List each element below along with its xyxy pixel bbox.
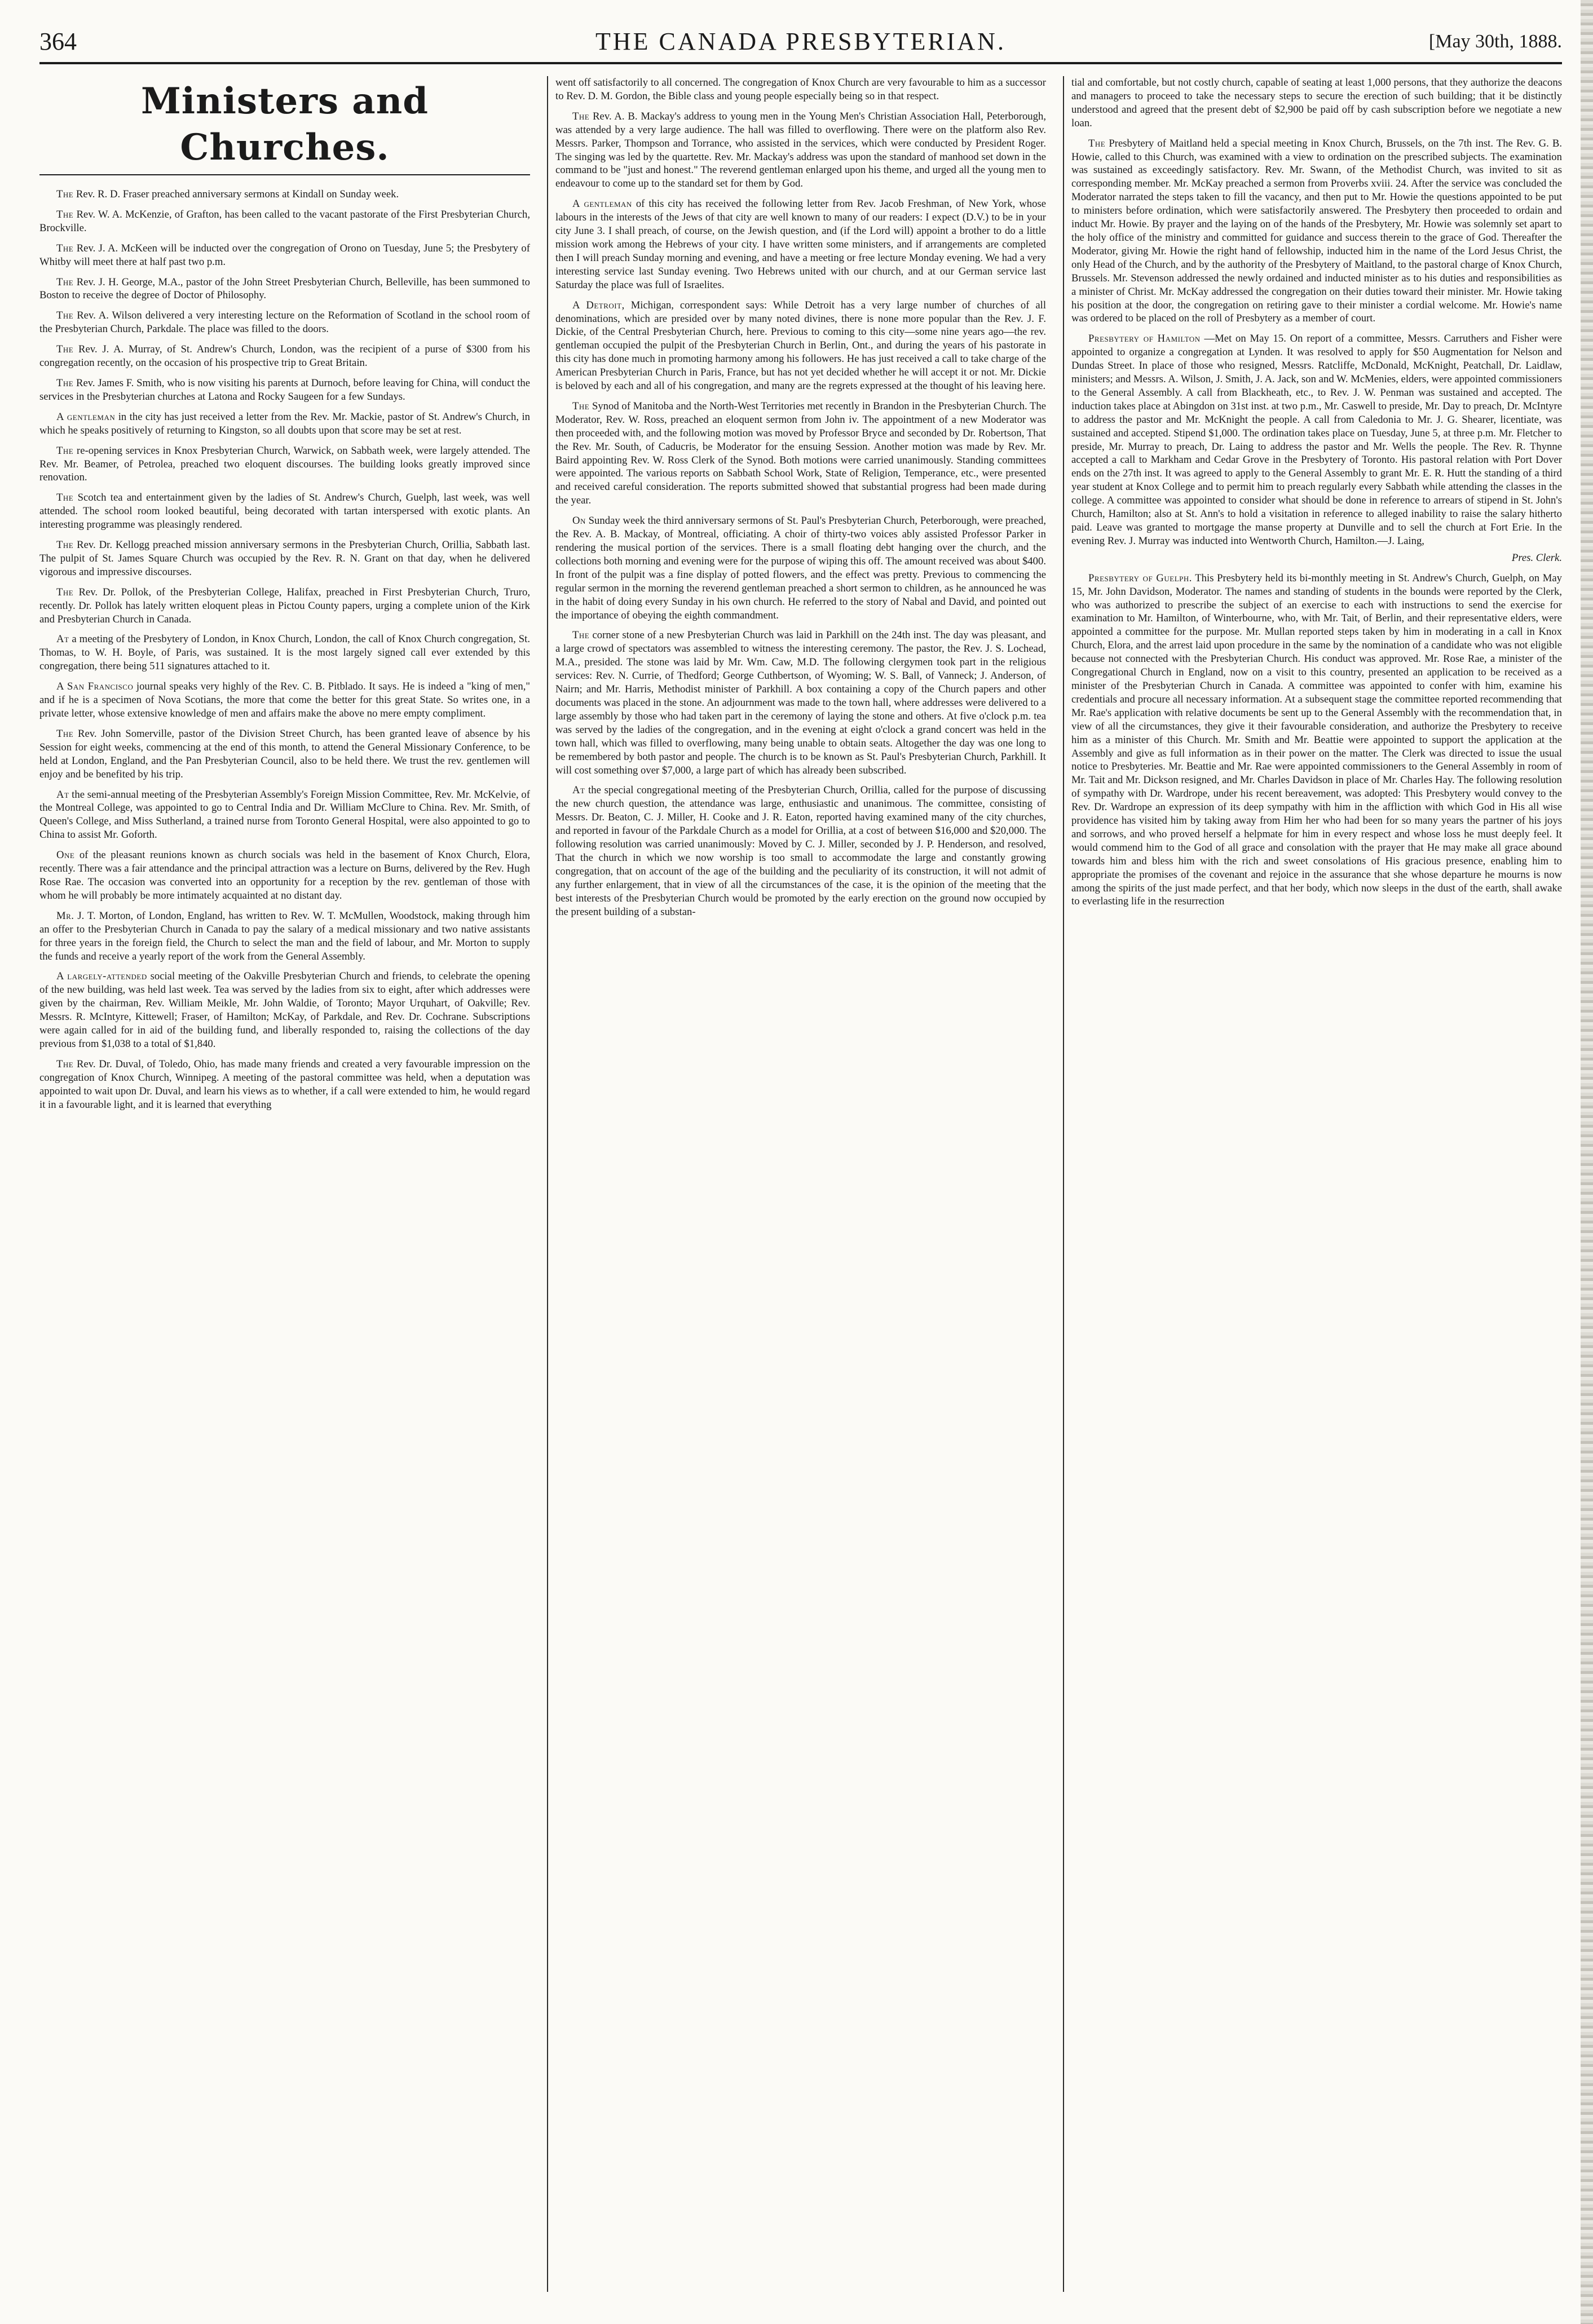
article-paragraph xyxy=(1071,551,1562,565)
paragraph-text: Pres. Clerk. xyxy=(1511,551,1562,564)
column-2 xyxy=(555,76,1046,2292)
paragraph-lead: At xyxy=(56,633,69,646)
paragraph-text: of this city has received the following letter from Rev. Jacob Freshman, of New York, whose labours in the interests of the Jews of that city are well known to many of our readers: I expect (D.V.) to be in your city June 3. I shall preach, of course, on the Jewish question, and (if the Lord will) appoint a brother to do a little mission work among the Hebrews of your city. I have written some ministers, and if arrangements are completed then I will preach Sunday morning and evening, and have a meeting or free lecture Monday evening. We had a very interesting service last Sunday evening. Two Hebrews united with our church, and at our German service last Saturday the place was full of Israelites. xyxy=(555,198,1046,291)
article-paragraph xyxy=(39,242,530,269)
paragraph-text: Rev. W. A. McKenzie, of Grafton, has been called to the vacant pastorate of the First Presbyterian Church, Brockville. xyxy=(39,208,530,234)
article-paragraph xyxy=(1071,76,1562,130)
paragraph-lead: The xyxy=(56,586,74,598)
paragraph-lead: At xyxy=(572,784,585,797)
paragraph-text: Rev. Dr. Duval, of Toledo, Ohio, has made many friends and created a very favourable impression on the congregation of Knox Church, Winnipeg. A meeting of the pastoral committee was held, when a deputation was appointed to wait upon Dr. Duval, and learn his views as to whether, if a call were extended to him, he would regard it in a favourable light, and it is learned that everything xyxy=(39,1058,530,1111)
paragraph-lead: The xyxy=(56,492,74,504)
paragraph-text: Michigan, correspondent says: While Detroit has a very large number of churches of all denominations, which are presided over by many noted divines, there is none more popular than the Rev. J. F. Dickie, of the Central Presbyterian Church, here. Previous to coming to this city—some nine years ago—the rev. gentleman occupied the pulpit of the Presbyterian Church in Berlin, Ont., and during the years of his pastorate in this city has done much in promoting harmony among his followers. He has just received a call to take charge of the American Presbyterian Church in Paris, France, but has not yet decided whether he will accept it or not. Mr. Dickie is beloved by each and all of his congregation, and many are the regrets expressed at the thought of his leaving here. xyxy=(555,299,1046,392)
paragraph-text: Scotch tea and entertainment given by the ladies of St. Andrew's Church, Guelph, last week, was well attended. The school room looked beautiful, being decorated with tartan interspersed with exotic plants. An interesting programme was pleasingly rendered. xyxy=(39,492,530,531)
paragraph-lead: The xyxy=(56,539,74,551)
paragraph-lead: The xyxy=(1088,137,1106,149)
paragraph-lead: A San Francisco xyxy=(56,681,134,693)
paragraph-lead: The xyxy=(56,444,74,457)
article-paragraph xyxy=(39,970,530,1050)
paragraph-lead: A largely-attended xyxy=(56,970,147,983)
paragraph-text: Rev. Dr. Pollok, of the Presbyterian College, Halifax, preached in First Presbyterian Church, Truro, recently. Dr. Pollok has lately written eloquent pleas in Pictou County papers, urging a complete union of the Kirk and Presbyterian Church in Canada. xyxy=(39,586,530,625)
article-paragraph xyxy=(39,538,530,579)
paragraph-text: journal speaks very highly of the Rev. C. B. Pitblado. It says. He is indeed a "king of men," and if he is a specimen of Nova Scotians, the more that come the better for this great State. So writes one, in a private letter, whose extensive knowledge of men and affairs make the above no mere empty compliment. xyxy=(39,681,530,719)
paragraph-text: the special congregational meeting of the Presbyterian Church, Orillia, called for the purpose of discussing the new church question, the attendance was large, enthusiastic and unanimous. The committee, consisting of Messrs. Dr. Beaton, C. J. Miller, H. Cooke and J. R. Eaton, reported having examined many of the city churches, and reported in favour of the Parkdale Church as a model for Orillia, at a cost of between $16,000 and $20,000. The following resolution was carried unanimously: Moved by C. J. Miller, seconded by J. P. Henderson, and resolved, That the church in which we now worship is too small to accommodate the large and constantly growing congregation, that on account of the age of the building and the peculiarity of its construction, it will not admit of any further enlargement, that in view of all the circumstances of the case, it is the opinion of the meeting that the best interests of the Presbyterian Church would be promoted by the early erection on the ground now occupied by the present building of a substan- xyxy=(555,784,1046,918)
article-paragraph xyxy=(39,586,530,626)
article-paragraph xyxy=(555,110,1046,191)
paragraph-lead: The xyxy=(572,400,590,412)
paragraph-text: Presbytery of Maitland held a special meeting in Knox Church, Brussels, on the 7th inst. The Rev. G. B. Howie, called to this Church, was examined with a view to ordination on the prescribed subjects. The examination was sustained as exceedingly satisfactory. Rev. Mr. Swann, of the Methodist Church, was invited to sit as corresponding member. Mr. McKay preached a sermon from Proverbs xviii. 24. After the service was concluded the Moderator narrated the steps taken to fill the vacancy, and then put to Mr. Howie the questions appointed to be put to ministers before ordination, which were satisfactorily answered. The Presbytery then proceeded to ordain and induct Mr. Howie. By prayer and the laying on of the hands of the Presbytery, Mr. Howie was solemnly set apart to the holy office of the ministry and committed for guidance and success therein to the grace of God. Thereafter the Moderator, giving Mr. Howie the right hand of fellowship, inducted him in the name of the Lord Jesus Christ, the only Head of the Church, and by the authority of the Presbytery of Maitland, to the pastoral charge of Knox Church, Brussels. Mr. Stevenson addressed the newly ordained and inducted minister as to his duties and responsibilities as a minister of Christ. Mr. McKay addressed the congregation on their duties toward their minister. Mr. Howie taking his position at the door, the congregation on retiring gave to their minister a cordial welcome. Mr. Howie's name was ordered to be placed on the roll of Presbytery as a member of court. xyxy=(1071,137,1562,325)
article-paragraph xyxy=(1071,572,1562,909)
paragraph-text: Rev. A. B. Mackay's address to young men in the Young Men's Christian Association Hall, Peterborough, was attended by a very large audience. The hall was filled to overflowing. There were on the platform also Rev. Messrs. Parker, Thompson and Torrance, who assisted in the services, which were conducted by President Roger. The singing was led by the quartette. Rev. Mr. Mackay's address was upon the standard of manhood set down in the command to be "just and honest." The reverend gentleman enlarged upon his theme, and urged all the young men to endeavour to come up to the standard set for them by God. xyxy=(555,110,1046,190)
paragraph-text: Rev. James F. Smith, who is now visiting his parents at Durnoch, before leaving for China, will conduct the services in the Presbyterian churches at Latona and Rocky Saugeen for a few Sundays. xyxy=(39,377,530,403)
paragraph-text: tial and comfortable, but not costly church, capable of seating at least 1,000 persons, that they authorize the deacons and managers to proceed to take the necessary steps to secure the erection of such building; that it be distinctly understood and agreed that the present debt of $2,900 be paid off by cash subscription before we negotiate a new loan. xyxy=(1071,77,1562,129)
paragraph-lead: Presbytery of Hamilton xyxy=(1088,333,1201,345)
paragraph-text: Rev. J. A. Murray, of St. Andrew's Church, London, was the recipient of a purse of $300 from his congregation recently, on the occasion of his prospective trip to Great Britain. xyxy=(39,343,530,369)
scan-edge-artifact xyxy=(1581,0,1593,2324)
paragraph-lead: The xyxy=(56,242,74,254)
article-paragraph xyxy=(555,76,1046,103)
article-paragraph xyxy=(555,629,1046,777)
column-rule xyxy=(547,76,548,2292)
paragraph-text: a meeting of the Presbytery of London, in Knox Church, London, the call of Knox Church congregation, St. Thomas, to W. H. Boyle, of Paris, was sustained. It is the most largely signed call ever extended by this congregation, there being 511 signatures attached to it. xyxy=(39,633,530,673)
paragraph-lead: The xyxy=(56,276,74,288)
paragraph-lead: Presbytery of Guelph. xyxy=(1088,572,1192,584)
paragraph-text: Rev. John Somerville, pastor of the Division Street Church, has been granted leave of absence by his Session for eight weeks, commencing at the end of this month, to attend the General Missionary Conference, to be held at London, England, and the Pan Presbyterian Council, also to be held there. We trust the rev. gentlemen will enjoy and be benefited by his trip. xyxy=(39,727,530,780)
article-paragraph xyxy=(39,491,530,532)
article-paragraph xyxy=(39,633,530,673)
article-paragraph xyxy=(39,909,530,964)
issue-date: [May 30th, 1888. xyxy=(1428,31,1562,52)
article-paragraph xyxy=(39,410,530,438)
paragraph-lead: The xyxy=(56,208,74,220)
paragraph-lead: A gentleman xyxy=(572,198,632,210)
article-paragraph xyxy=(1071,137,1562,326)
column-1 xyxy=(39,76,530,2292)
paragraph-lead: The xyxy=(572,629,590,642)
paragraph-lead: At xyxy=(56,788,69,801)
paragraph-text: Sunday week the third anniversary sermons of St. Paul's Presbyterian Church, Peterborough, were preached, the Rev. A. B. Mackay, of Montreal, officiating. A choir of thirty-two voices ably assisted Professor Parker in rendering the musical portion of the services. There is a small floating debt hanging over the church, and the collections both morning and evening were for the purpose of wiping this off. The amount received was about $400. In front of the pulpit was a fine display of potted flowers, and the effect was pretty. Previous to commencing the regular sermon in the morning the reverend gentleman preached a short sermon to children, as he announced he was in the habit of doing every Sunday in his own church. He referred to the story of Nabal and David, and pointed out the importance of obeying the eighth commandment. xyxy=(555,515,1046,621)
newspaper-page xyxy=(39,23,1562,2300)
paragraph-text: in the city has just received a letter from the Rev. Mr. Mackie, pastor of St. Andrew's Church, in which he speaks positively of returning to Kingston, so all doubts upon that score may be set at rest. xyxy=(39,410,530,436)
paragraph-text: went off satisfactorily to all concerned. The congregation of Knox Church are very favourable to him as a successor to Rev. D. M. Gordon, the Bible class and young people especially being so in that respect. xyxy=(555,77,1046,102)
paragraph-text: re-opening services in Knox Presbyterian Church, Warwick, on Sabbath week, were largely attended. The Rev. Mr. Beamer, of Petrolea, preached two eloquent discourses. The building looks greatly improved since renovation. xyxy=(39,444,530,484)
paragraph-text: Rev. R. D. Fraser preached anniversary sermons at Kindall on Sunday week. xyxy=(76,188,399,200)
paragraph-lead: One xyxy=(56,849,75,861)
page-number: 364 xyxy=(39,28,77,55)
article-paragraph xyxy=(555,299,1046,393)
paragraph-lead: A gentleman xyxy=(56,410,116,423)
paragraph-text: the semi-annual meeting of the Presbyterian Assembly's Foreign Mission Committee, Rev. Mr. McKelvie, of the Montreal College, was appointed to go to Central India and Dr. William McClure to China. Rev. Mr. Smith, of Queen's College, and Miss Sutherland, a trained nurse from Toronto General Hospital, were also appointed to go to China to assist Mr. Goforth. xyxy=(39,788,530,841)
article-paragraph xyxy=(39,276,530,303)
article-paragraph xyxy=(555,784,1046,918)
paragraph-text: —Met on May 15. On report of a committee, Messrs. Carruthers and Fisher were appointed to organize a congregation at Lynden. It was resolved to apply for $50 Augmentation for Nelson and Dundas Street. In place of those who resigned, Messrs. Ratcliffe, McDonald, McKnight, Peatchall, Dr. Laidlaw, ministers; and Messrs. A. Wilson, J. Smith, J. A. Jack, son and W. McMenies, elders, were appointed commissioners to the General Assembly. A call from Blackheath, etc., to Rev. J. W. Penman was sustained and accepted. The induction takes place at Abingdon on 31st inst. at two p.m., Mr. Caswell to preside, Mr. Day to preach, Dr. McIntyre to address the pastor and Mr. McKnight the people. A call from Caledonia to Mr. J. G. Shearer, licentiate, was sustained and accepted. Stipend $1,000. The ordination takes place on Tuesday, June 5, at three p.m. Mr. Fletcher to preside, Mr. Murray to preach, Dr. Laing to address the pastor and Mr. Wells the people. The Rev. R. Thynne accepted a call to Markham and Cedar Grove in the Presbytery of Toronto. His pastoral relation with Port Dover ends on the 27th inst. It was agreed to apply to the General Assembly to grant Mr. E. R. Hutt the standing of a third year student at Knox College and to permit him to preach regularly every Sabbath while attending the classes in the college. A committee was appointed to consider what should be done in reference to arrears of stipend in St. John's Church, Hamilton; also at St. Ann's to hold a visitation in reference to alleged inability to raise the salary hitherto paid. Leave was granted to mortgage the manse property at Dunville and to sell the church at Fort Erie. In the evening Rev. J. Murray was inducted into Wentworth Church, Hamilton.—J. Laing, xyxy=(1071,333,1562,547)
paragraph-lead: A Detroit, xyxy=(572,299,625,311)
paragraph-text: Rev. J. A. McKeen will be inducted over the congregation of Orono on Tuesday, June 5; the Presbytery of Whitby will meet there at half past two p.m. xyxy=(39,242,530,268)
masthead xyxy=(39,23,1562,64)
paragraph-text: corner stone of a new Presbyterian Church was laid in Parkhill on the 24th inst. The day was pleasant, and a large crowd of spectators was assembled to witness the interesting ceremony. The pastor, the Rev. J. S. Lochead, M.A., presided. The stone was laid by Mr. Wm. Caw, M.D. The following clergymen took part in the religious services: Rev. N. Currie, of Thedford; George Cuthbertson, of Wyoming; W. S. Ball, of Vanneck; J. Anderson, of Nairn; and Mr. Harris, Methodist minister of Parkhill. A box containing a copy of the Church papers and other documents was placed in the stone. An adjournment was made to the town hall, where addresses were delivered to a large assembly by those who had taken part in the ceremony of laying the stone and others. At five o'clock p.m. tea was served by the ladies of the congregation, and in the evening at eight o'clock a grand concert was held in the town hall, which was filled to overflowing, many being unable to obtain seats. Altogether the day was one long to be remembered by both pastor and people. The church is to be known as St. Paul's Presbyterian Church, Parkhill. It will cost something over $7,000, a large part of which has already been subscribed. xyxy=(555,629,1046,776)
paragraph-text: of the pleasant reunions known as church socials was held in the basement of Knox Church, Elora, recently. There was a fair attendance and the principal attraction was a lecture on Burns, delivered by the Rev. Hugh Rose Rae. The occasion was converted into an opportunity for a reception by the rev. gentleman of those with whom he will probably be more intimately acquainted at no distant day. xyxy=(39,849,530,902)
paragraph-lead: The xyxy=(56,188,74,200)
paragraph-lead: The xyxy=(572,110,590,122)
paragraph-text: Rev. J. H. George, M.A., pastor of the John Street Presbyterian Church, Belleville, has been summoned to Boston to receive the degree of Doctor of Philosophy. xyxy=(39,276,530,302)
article-paragraph xyxy=(39,680,530,721)
paragraph-text: Rev. Dr. Kellogg preached mission anniversary sermons in the Presbyterian Church, Orillia, Sabbath last. The pulpit of St. James Square Church was occupied by the Rev. R. N. Grant on that day, when he delivered vigorous and impressive discourses. xyxy=(39,539,530,578)
article-paragraph xyxy=(555,400,1046,507)
publication-title: THE CANADA PRESBYTERIAN. xyxy=(595,28,1006,55)
article-paragraph xyxy=(39,849,530,903)
paragraph-lead: The xyxy=(56,310,74,322)
section-title: Ministers and Churches. xyxy=(39,78,530,175)
article-paragraph xyxy=(39,727,530,781)
article-paragraph xyxy=(39,444,530,485)
paragraph-text: This Presbytery held its bi-monthly meeting in St. Andrew's Church, Guelph, on May 15, Mr. John Davidson, Moderator. The names and standing of students in the bounds were reported by the Clerk, who was authorized to prescribe the subject of an exercise to each with instructions to send the exercise for examination to Mr. Hamilton, of Winterbourne, who, with Mr. Tait, of Berlin, and their representative elders, were appointed a committee for the purpose. Mr. Mullan reported steps taken by him in moderating in a call in Knox Church, Elora, and the arrest laid upon procedure in the same by the nomination of a candidate who was not eligible because not connected with the Presbyterian Church. His conduct was approved. Mr. Rose Rae, a minister of the Congregational Church in England, now on a visit to this country, presented an application to be received as a minister of the Presbyterian Church in Canada. A committee was appointed to confer with him, examine his credentials and procure all necessary information. At a subsequent stage the committee reported recommending that Mr. Rae's application with relative documents be sent up to the General Assembly with the recommendation that, in view of all the circumstances, they give it their favourable consideration, and authorize the Presbytery to receive him as a minister of this Church. Mr. Smith and Mr. Beattie were appointed to support the application at the Assembly and give as full information as in their power on the matter. The Clerk was directed to issue the usual notice to Presbyteries. Mr. Beattie and Mr. Rae were appointed commissioners to the General Assembly in room of Mr. Tait and Mr. Dickson resigned, and Mr. Charles Davidson in place of Mr. Charles Hay. The following resolution of sympathy with Dr. Wardrope, under his recent bereavement, was adopted: This Presbytery would convey to the Rev. Dr. Wardrope an expression of its deep sympathy with him in the affliction with which God in His all wise providence has visited him by taking away from Him her who had been for so many years the partner of his joys and sorrows, and who proved herself a helpmate for him in every respect and whose loss he must deeply feel. It would commend him to the God of all grace and consolation with the prayer that He may make all grace abound towards him and bless him with the rich and sweet consolations of His gracious presence, enabling him to appropriate the promises of the covenant and rejoice in the assurance that she whose departure he mourns is now among the spirits of the just made perfect, and that her body, which now sleeps in the dust of the earth, shall awake to everlasting life in the resurrection xyxy=(1071,572,1562,908)
article-paragraph xyxy=(39,343,530,370)
paragraph-text: Synod of Manitoba and the North-West Territories met recently in Brandon in the Presbyterian Church. The Moderator, Rev. W. Ross, preached an eloquent sermon from John iv. The appointment of a new Moderator was then proceeded with, and the following motion was moved by Professor Bryce and seconded by Dr. Robertson, That the Rev. Mr. South, of Caducris, be Moderator for the ensuing Session. Another motion was made by Rev. Mr. Baird appointing Rev. W. Ross Clerk of the Synod. Both motions were carried unanimously. Standing committees were appointed. The various reports on Sabbath School Work, State of Religion, Temperance, etc., were presented and received careful consideration. The reports submitted showed that substantial progress had been made during the year. xyxy=(555,400,1046,507)
paragraph-lead: The xyxy=(56,727,74,740)
paragraph-lead: On xyxy=(572,515,586,527)
article-paragraph xyxy=(39,377,530,404)
article-paragraph xyxy=(39,208,530,235)
paragraph-text: J. T. Morton, of London, England, has written to Rev. W. T. McMullen, Woodstock, making through him an offer to the Presbyterian Church in Canada to pay the salary of a medical missionary and two native assistants for three years in the foreign field, the Church to select the man and the field of labour, and Mr. Morton to supply the funds and receive a yearly report of the work from the General Assembly. xyxy=(39,909,530,962)
article-paragraph xyxy=(39,1058,530,1112)
article-paragraph xyxy=(1071,332,1562,548)
paragraph-lead: Mr. xyxy=(56,909,74,922)
column-rule xyxy=(1063,76,1064,2292)
column-3 xyxy=(1071,76,1562,2292)
article-paragraph xyxy=(555,197,1046,291)
paragraph-text: Rev. A. Wilson delivered a very interesting lecture on the Reformation of Scotland in the school room of the Presbyterian Church, Parkdale. The place was filled to the doors. xyxy=(39,310,530,335)
paragraph-lead: The xyxy=(56,1058,74,1070)
article-paragraph xyxy=(39,188,530,201)
article-paragraph xyxy=(39,788,530,842)
article-paragraph xyxy=(39,309,530,336)
article-paragraph xyxy=(555,514,1046,622)
paragraph-lead: The xyxy=(56,377,74,389)
paragraph-text: social meeting of the Oakville Presbyterian Church and friends, to celebrate the opening of the new building, was held last week. Tea was served by the ladies from six to eight, after which addresses were given by the chairman, Rev. William Meikle, Mr. John Waldie, of Toronto; Mayor Urquhart, of Oakville; Rev. Messrs. R. McIntyre, Kittewell; Fraser, of Hamilton; McKay, of Parkdale, and Rev. Dr. Cochrane. Subscriptions were again called for in aid of the building fund, and liberally responded to, raising the collections of the day previous from $1,038 to a total of $1,840. xyxy=(39,970,530,1050)
paragraph-lead: The xyxy=(56,343,74,356)
